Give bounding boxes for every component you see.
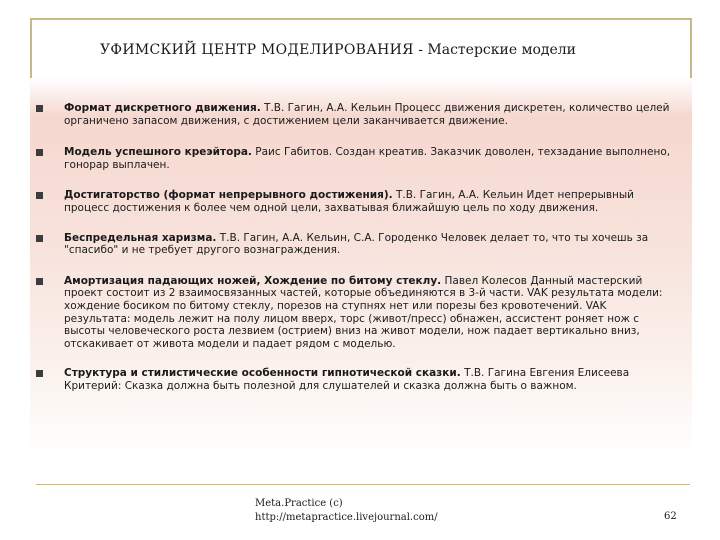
frame-top-rule	[30, 18, 690, 20]
frame-left-rule	[30, 18, 32, 78]
square-bullet-icon	[36, 149, 43, 156]
bullet-list	[36, 102, 676, 393]
list-item	[36, 367, 676, 392]
item-body: Т.В. Гагина Евгения Елисеева Критерий: Сказка должна быть полезной для слушателей и сказка должна быть о важном.	[64, 367, 630, 392]
slide-title	[100, 42, 680, 58]
square-bullet-icon	[36, 105, 43, 112]
item-heading: Беспредельная харизма.	[64, 231, 217, 244]
item-heading: Достигаторство (формат непрерывного достижения).	[64, 189, 393, 202]
square-bullet-icon	[36, 192, 43, 199]
item-body: Т.В. Гагин, А.А. Кельин Идет непрерывный процесс достижения к более чем одной цели, захватывая ближайшую цель по ходу движения.	[64, 189, 634, 214]
item-body: Павел Колесов Данный мастерский проект состоит из 2 взаимосвязанных частей, которые объединяются в 3-й части. VAK результата модели: хождение босиком по битому стеклу, порезов на ступнях нет или порезы без кровотечений. VAK результата: модель лежит на полу лицом вверх, торс (живот/пресс) обнажен, ассистент роняет нож с высоты человеческого роста лезвием (острием) вниз на живот модели, нож падает вертикально вниз, отскакивает от живота модели и падает рядом с моделью.	[64, 274, 663, 350]
list-item	[36, 275, 676, 351]
title-main: УФИМСКИЙ ЦЕНТР МОДЕЛИРОВАНИЯ	[100, 42, 414, 58]
list-item	[36, 146, 676, 171]
item-body: Раис Габитов. Создан креатив. Заказчик доволен, техзадание выполнено, гонорар выплачен.	[64, 146, 671, 171]
list-item	[36, 189, 676, 214]
item-body: Т.В. Гагин, А.А. Кельин Процесс движения дискретен, количество целей органичено запасом движения, с достижением цели заканчивается движение.	[64, 102, 670, 127]
list-item	[36, 232, 676, 257]
footer-divider	[36, 484, 690, 485]
item-heading: Амортизация падающих ножей, Хождение по битому стеклу.	[64, 274, 442, 287]
footer-credits	[255, 497, 438, 525]
footer-copyright: Meta.Practice (c)	[255, 498, 343, 509]
page-number: 62	[664, 511, 677, 522]
title-suffix: - Мастерские модели	[413, 42, 577, 58]
frame-right-rule	[690, 18, 692, 78]
item-heading: Структура и стилистические особенности гипнотической сказки.	[64, 367, 461, 380]
item-body: Т.В. Гагин, А.А. Кельин, С.А. Городенко Человек делает то, что ты хочешь за "спасибо" и не требует другого вознаграждения.	[64, 231, 649, 257]
footer-url: http://metapractice.livejournal.com/	[255, 512, 438, 523]
item-heading: Формат дискретного движения.	[64, 102, 261, 114]
square-bullet-icon	[36, 370, 43, 377]
list-item	[36, 102, 676, 127]
square-bullet-icon	[36, 278, 43, 285]
square-bullet-icon	[36, 235, 43, 242]
item-heading: Модель успешного креэйтора.	[64, 146, 252, 159]
